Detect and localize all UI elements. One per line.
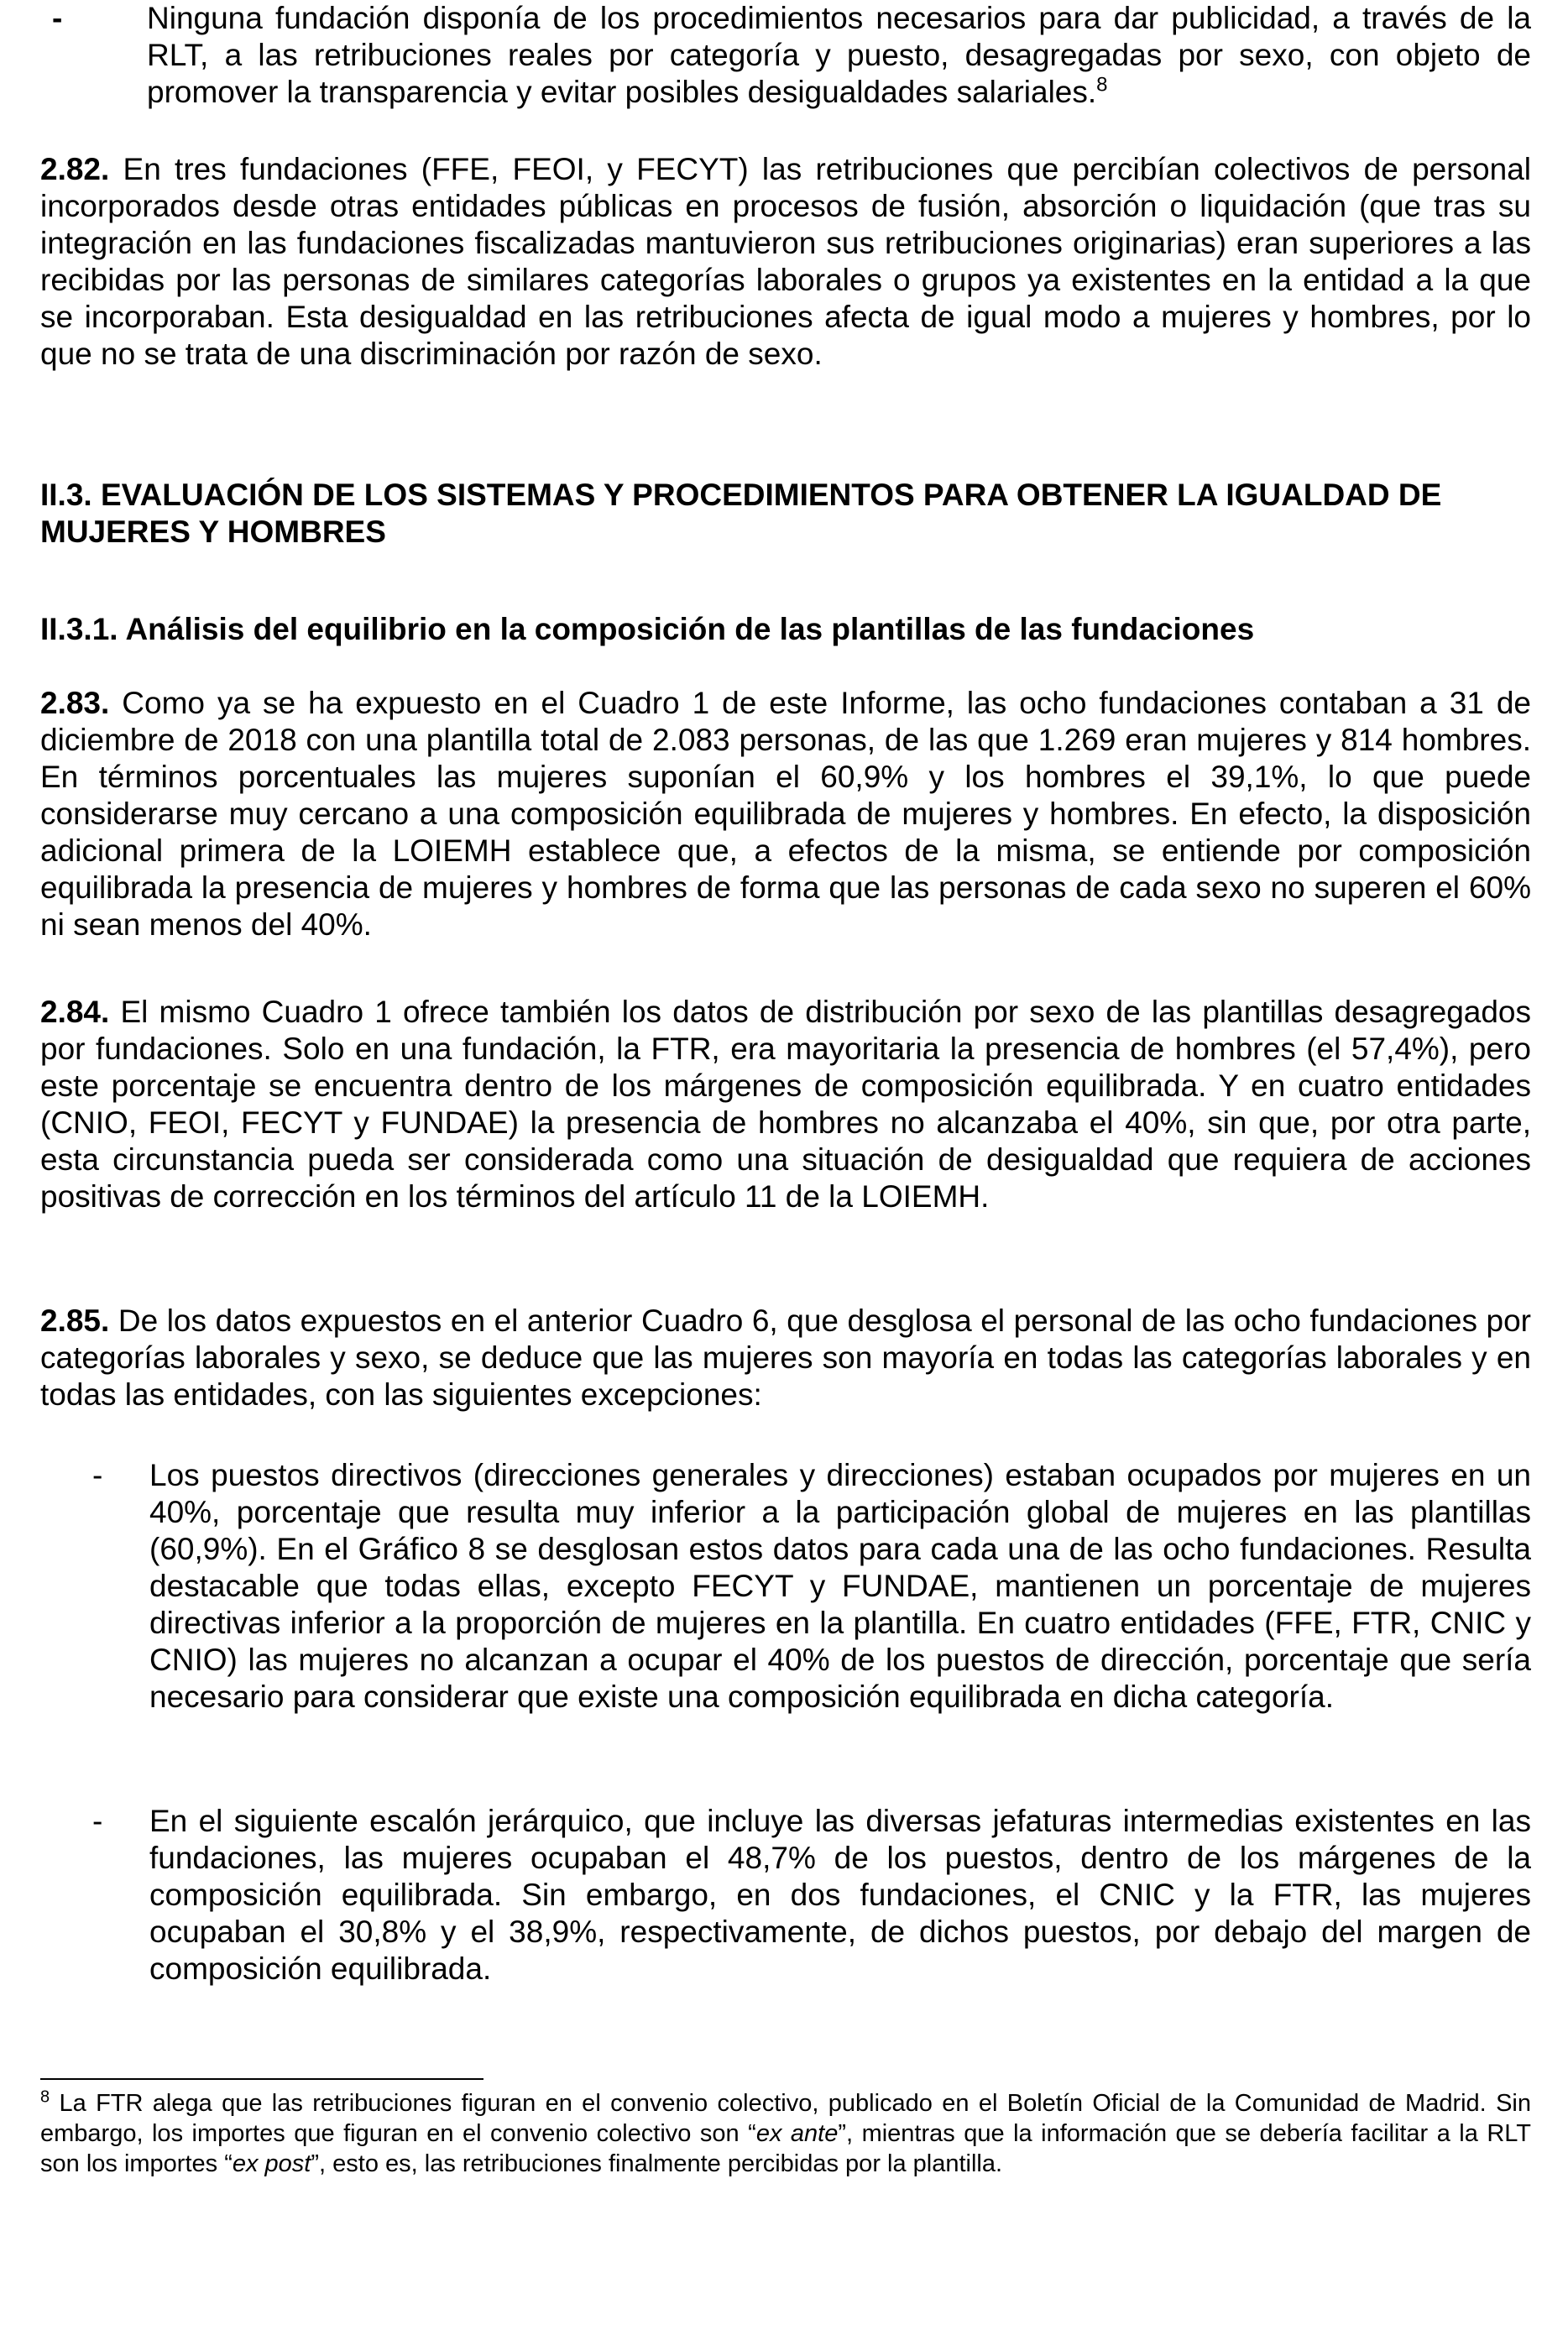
paragraph-2-83	[40, 685, 1531, 943]
subsection-heading-ii-3-1: II.3.1. Análisis del equilibrio en la composición de las plantillas de las fundaciones	[40, 612, 1255, 646]
bullet-item-top	[40, 0, 1531, 111]
paragraph-2-82	[40, 151, 1531, 373]
footnote-text-1: La FTR alega que las retribuciones figuran en el convenio colectivo, publicado en el Boletín Oficial de la Comunidad de Madrid. Sin embargo, los importes que figuran en el convenio colectivo son “	[40, 2090, 1531, 2147]
footnote-8	[40, 2088, 1531, 2179]
footnote-text-3: ”, esto es, las retribuciones finalmente percibidas por la plantilla.	[311, 2150, 1003, 2177]
paragraph-text: En tres fundaciones (FFE, FEOI, y FECYT) las retribuciones que percibían colectivos de personal incorporados desde otras entidades públicas en procesos de fusión, absorción o liquidación (que tras su integración en las fundaciones fiscalizadas mantuvieron sus retribuciones originarias) eran superiores a las recibidas por las personas de similares categorías laborales o grupos ya existentes en la entidad a la que se incorporaban. Esta desigualdad en las retribuciones afecta de igual modo a mujeres y hombres, por lo que no se trata de una discriminación por razón de sexo.	[40, 152, 1531, 371]
paragraph-number: 2.85.	[40, 1303, 110, 1338]
bullet-dash: -	[92, 1458, 103, 1492]
paragraph-number: 2.82.	[40, 152, 110, 186]
paragraph-number: 2.84.	[40, 995, 110, 1029]
footnote-number: 8	[40, 2087, 50, 2107]
paragraph-text: Como ya se ha expuesto en el Cuadro 1 de este Informe, las ocho fundaciones contaban a 31 de diciembre de 2018 con una plantilla total de 2.083 personas, de las que 1.269 eran mujeres y 814 hombres. En términos porcentuales las mujeres suponían el 60,9% y los hombres el 39,1%, lo que puede considerarse muy cercano a una composición equilibrada de mujeres y hombres. En efecto, la disposición adicional primera de la LOIEMH establece que, a efectos de la misma, se entiende por composición equilibrada la presencia de mujeres y hombres de forma que las personas de cada sexo no superen el 60% ni sean menos del 40%.	[40, 686, 1532, 942]
paragraph-text: El mismo Cuadro 1 ofrece también los datos de distribución por sexo de las plantillas desagregados por fundaciones. Solo en una fundación, la FTR, era mayoritaria la presencia de hombres (el 57,4%), pero este porcentaje se encuentra dentro de los márgenes de composición equilibrada. Y en cuatro entidades (CNIO, FEOI, FECYT y FUNDAE) la presencia de hombres no alcanzaba el 40%, sin que, por otra parte, esta circunstancia pueda ser considerada como una situación de desigualdad que requiera de acciones positivas de corrección en los términos del artículo 11 de la LOIEMH.	[40, 995, 1532, 1214]
bullet-text	[147, 0, 1531, 111]
section-heading-ii-3: II.3. EVALUACIÓN DE LOS SISTEMAS Y PROCEDIMIENTOS PARA OBTENER LA IGUALDAD DE MUJERES Y HOMBRES	[40, 478, 1442, 549]
bullet-text-content: Ninguna fundación disponía de los procedimientos necesarios para dar publicidad, a través de la RLT, a las retribuciones reales por categoría y puesto, desagregadas por sexo, con objeto de promover la transparencia y evitar posibles desigualdades salariales.	[147, 1, 1531, 109]
paragraph-text: De los datos expuestos en el anterior Cuadro 6, que desglosa el personal de las ocho fundaciones por categorías laborales y sexo, se deduce que las mujeres son mayoría en todas las categorías laborales y en todas las entidades, con las siguientes excepciones:	[40, 1303, 1531, 1412]
bullet-text: Los puestos directivos (direcciones generales y direcciones) estaban ocupados por mujeres en un 40%, porcentaje que resulta muy inferior a la participación global de mujeres en las plantillas (60,9%). En el Gráfico 8 se desglosan estos datos para cada una de las ocho fundaciones. Resulta destacable que todas ellas, excepto FECYT y FUNDAE, mantienen un porcentaje de mujeres directivas inferior a la proporción de mujeres en la plantilla. En cuatro entidades (FFE, FTR, CNIC y CNIO) las mujeres no alcanzan a ocupar el 40% de los puestos de dirección, porcentaje que sería necesario para considerar que existe una composición equilibrada en dicha categoría.	[149, 1458, 1531, 1714]
paragraph-2-84	[40, 994, 1531, 1215]
footnote-text-2: ”, mientras que la información que se debería facilitar a la RLT son los importes “	[40, 2120, 1531, 2177]
paragraph-number: 2.83.	[40, 686, 110, 720]
bullet-item-jefaturas	[40, 1803, 1531, 1988]
footnote-separator	[40, 2078, 483, 2080]
bullet-dash: -	[92, 1804, 103, 1838]
bullet-item-directivos	[40, 1457, 1531, 1716]
footnote-emphasis-2: ex post	[232, 2150, 311, 2177]
footnote-ref[interactable]: 8	[1096, 73, 1108, 97]
footnote-emphasis-1: ex ante	[755, 2120, 839, 2147]
paragraph-2-85	[40, 1303, 1531, 1413]
bullet-dash: -	[52, 1, 63, 35]
bullet-text: En el siguiente escalón jerárquico, que incluye las diversas jefaturas intermedias existentes en las fundaciones, las mujeres ocupaban el 48,7% de los puestos, dentro de los márgenes de la composición equilibrada. Sin embargo, en dos fundaciones, el CNIC y la FTR, las mujeres ocupaban el 30,8% y el 38,9%, respectivamente, de dichos puestos, por debajo del margen de composición equilibrada.	[149, 1804, 1531, 1986]
